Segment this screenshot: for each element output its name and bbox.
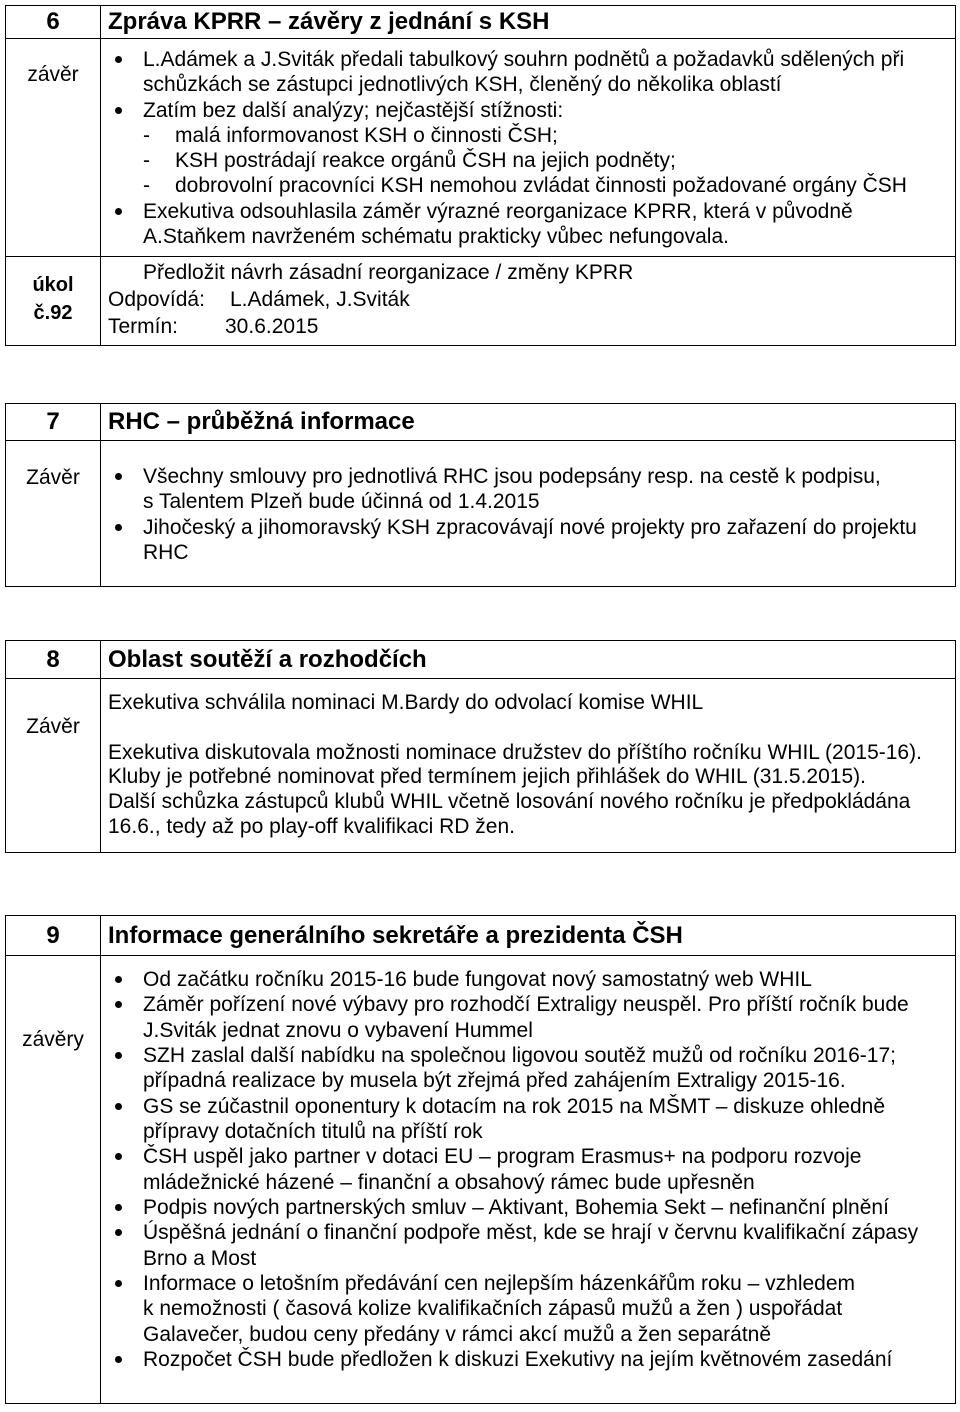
conclusion-cell-label [6, 39, 101, 256]
task-label: úkol [32, 274, 74, 296]
responsible-row [101, 286, 955, 313]
item-line: Rozpočet ČSH bude předložen k diskuzi Exekutivy na jejím květnovém zasedání [143, 1347, 893, 1371]
item-line: GS se zúčastnil oponentury k dotacím na rok 2015 na MŠMT – diskuze ohledně [143, 1094, 886, 1118]
deadline-label: Termín: [108, 315, 179, 338]
paragraph-line: Další schůzka zástupců klubů WHIL včetně losování nového ročníku je předpokládána [108, 790, 911, 814]
bullet-item [101, 1220, 955, 1271]
conclusion-label: závěr [27, 63, 79, 86]
item-line: Zatím bez další analýzy; nejčastější stížnosti: [143, 98, 564, 122]
item-line: SZH zaslal další nabídku na společnou ligovou soutěž mužů od ročníku 2016-17; [143, 1043, 896, 1067]
sub-item-text: malá informovanost KSH o činnosti ČSH; [175, 123, 558, 147]
item-line: Brno a Most [143, 1246, 257, 1270]
section-number: 9 [6, 916, 101, 955]
sub-item [143, 123, 955, 148]
item-line: Jihočeský a jihomoravský KSH zpracovávají nové projekty pro zařazení do projektu [143, 515, 917, 539]
bullet-item [101, 1195, 955, 1220]
section-header [6, 916, 955, 955]
dash-marker: - [143, 174, 150, 198]
responsible-value: L.Adámek, J.Sviták [230, 288, 410, 311]
sub-item [143, 173, 955, 198]
bullet-item [101, 1271, 955, 1347]
item-line: k nemožnosti ( časová kolize kvalifikačních zápasů mužů a žen ) uspořádat [143, 1297, 843, 1321]
bullet-icon [115, 1103, 122, 1110]
section-title: Informace generálního sekretáře a prezidenta ČSH [108, 922, 683, 949]
item-line: RHC [143, 540, 189, 564]
item-line: přípravy dotačních titulů na příští rok [143, 1119, 483, 1143]
bullet-icon [115, 107, 122, 114]
item-line: případná realizace by musela být zřejmá před zahájením Extraligy 2015-16. [143, 1069, 846, 1093]
bullet-icon [115, 1356, 122, 1363]
bullet-icon [115, 1204, 122, 1211]
section-number: 8 [6, 641, 101, 678]
bullet-icon [115, 473, 122, 480]
sub-item-text: dobrovolní pracovníci KSH nemohou zvládat činnosti požadované orgány ČSH [175, 174, 907, 198]
bullet-item [101, 47, 955, 98]
item-line: L.Adámek a J.Sviták předali tabulkový souhrn podnětů a požadavků sdělených při [143, 48, 905, 71]
bullet-icon [115, 1153, 122, 1160]
section-number: 6 [6, 6, 101, 38]
bullet-item [101, 1347, 955, 1372]
section-6-table [5, 5, 956, 346]
deadline-row [101, 313, 955, 340]
bullet-icon [115, 976, 122, 983]
bullet-item [101, 464, 955, 515]
section-title: Zpráva KPRR – závěry z jednání s KSH [108, 8, 550, 35]
item-line: schůzkách se zástupci jednotlivých KSH, členěný do několika oblastí [143, 73, 782, 97]
item-line: Záměr pořízení nové výbavy pro rozhodčí Extraligy neuspěl. Pro příští ročník bude [143, 993, 909, 1017]
item-line: Od začátku ročníku 2015-16 bude fungovat nový samostatný web WHIL [143, 968, 812, 991]
conclusion-label: závěry [22, 1028, 84, 1051]
conclusion-cell-label [6, 956, 101, 1403]
bullet-item [101, 98, 955, 199]
paragraph [101, 691, 955, 716]
item-line: Galavečer, budou ceny předány v rámci akcí mužů a žen separátně [143, 1322, 772, 1346]
conclusion-content [101, 441, 955, 586]
bullet-item [101, 1043, 955, 1094]
paragraph-line: Exekutiva diskutovala možnosti nominace družstev do příštího ročníku WHIL (2015-16). [108, 740, 922, 764]
section-header [6, 6, 955, 38]
item-line: s Talentem Plzeň bude účinná od 1.4.2015 [143, 490, 540, 514]
section-9-table [5, 915, 956, 1404]
bullet-icon [115, 208, 122, 215]
section-title: RHC – průběžná informace [108, 408, 415, 435]
section-title: Oblast soutěží a rozhodčích [108, 646, 427, 673]
sub-item-text: KSH postrádají reakce orgánů ČSH na jejich podněty; [175, 149, 676, 173]
bullet-item [101, 515, 955, 566]
bullet-icon [115, 524, 122, 531]
paragraph-line: Exekutiva schválila nominaci M.Bardy do odvolací komise WHIL [108, 691, 704, 714]
dash-marker: - [143, 149, 150, 173]
task-text: Předložit návrh zásadní reorganizace / změny KPRR [143, 261, 634, 284]
conclusion-row [6, 955, 955, 1403]
conclusion-row [6, 678, 955, 852]
conclusion-cell-label [6, 441, 101, 586]
sub-item [143, 148, 955, 173]
conclusion-label: Závěr [26, 466, 80, 489]
dash-marker: - [143, 123, 150, 147]
item-line: Exekutiva odsouhlasila záměr výrazné reorganizace KPRR, která v původně [143, 199, 853, 223]
conclusion-row [6, 440, 955, 586]
task-cell-label [6, 257, 101, 345]
bullet-icon [115, 1280, 122, 1287]
item-line: J.Sviták jednat znovu o vybavení Hummel [143, 1018, 533, 1042]
bullet-item [101, 967, 955, 992]
item-line: Všechny smlouvy pro jednotlivá RHC jsou podepsány resp. na cestě k podpisu, [143, 465, 881, 488]
item-line: Informace o letošním předávání cen nejlepším házenkářům roku – vzhledem [143, 1271, 856, 1295]
conclusion-cell-label [6, 679, 101, 852]
task-content [101, 257, 955, 345]
section-number: 7 [6, 404, 101, 440]
section-header [6, 641, 955, 678]
conclusion-content [101, 39, 955, 256]
paragraph [101, 741, 955, 840]
bullet-icon [115, 1229, 122, 1236]
paragraph-line: 16.6., tedy až po play-off kvalifikaci RD žen. [108, 814, 515, 838]
item-line: Úspěšná jednání o finanční podpoře měst, kde se hrají v červnu kvalifikační zápasy [143, 1221, 919, 1245]
bullet-icon [115, 1001, 122, 1008]
responsible-label: Odpovídá: [108, 288, 205, 311]
item-line: A.Staňkem navrženém schématu prakticky vůbec nefungovala. [143, 225, 729, 249]
conclusion-content [101, 956, 955, 1403]
bullet-item [101, 199, 955, 250]
item-line: ČSH uspěl jako partner v dotaci EU – program Erasmus+ na podporu rozvoje [143, 1145, 862, 1169]
paragraph-line: Kluby je potřebné nominovat před termínem jejich přihlášek do WHIL (31.5.2015). [108, 765, 866, 789]
conclusion-label: Závěr [26, 715, 80, 738]
bullet-item [101, 1144, 955, 1195]
bullet-item [101, 1094, 955, 1145]
task-number: č.92 [33, 302, 73, 324]
bullet-icon [115, 1052, 122, 1059]
bullet-item [101, 992, 955, 1043]
item-line: mládežnické házené – finanční a obsahový rámec bude upřesněn [143, 1170, 755, 1194]
item-line: Podpis nových partnerských smluv – Aktivant, Bohemia Sekt – nefinanční plnění [143, 1195, 889, 1219]
conclusion-content [101, 679, 955, 852]
section-7-table [5, 403, 956, 587]
bullet-icon [115, 56, 122, 63]
section-8-table [5, 640, 956, 853]
task-row [6, 256, 955, 345]
conclusion-row [6, 38, 955, 256]
section-header [6, 404, 955, 440]
deadline-value: 30.6.2015 [225, 315, 319, 338]
